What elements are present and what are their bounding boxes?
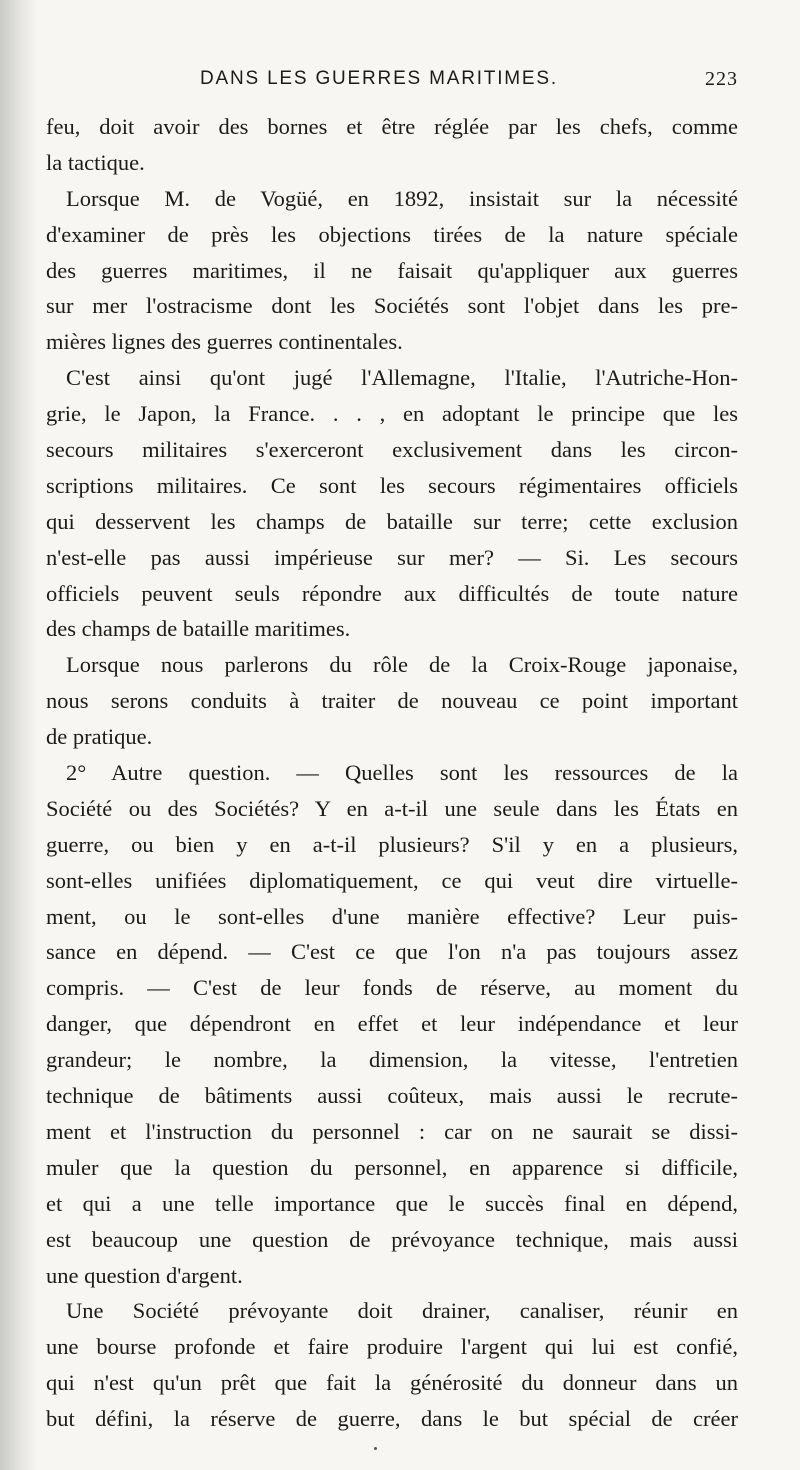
text-line: scriptions militaires. Ce sont les secours régimentaires officiels xyxy=(46,472,738,498)
text-line: sur mer l'ostracisme dont les Sociétés sont l'objet dans les pre- xyxy=(46,293,738,319)
body-text xyxy=(46,109,738,1437)
text-line: guerre, ou bien y en a-t-il plusieurs? S'il y en a plusieurs, xyxy=(46,831,738,857)
text-line: ment, ou le sont-elles d'une manière effective? Leur puis- xyxy=(46,903,738,929)
text-line: qui desservent les champs de bataille sur terre; cette exclusion xyxy=(46,508,738,534)
text-line: Société ou des Sociétés? Y en a-t-il une seule dans les États en xyxy=(46,795,738,821)
page-number: 223 xyxy=(705,68,738,90)
text-line: mières lignes des guerres continentales. xyxy=(46,329,403,355)
text-line: Lorsque nous parlerons du rôle de la Croix-Rouge japonaise, xyxy=(66,652,738,678)
text-line: une bourse profonde et faire produire l'argent qui lui est confié, xyxy=(46,1334,738,1360)
text-line: feu, doit avoir des bornes et être réglée par les chefs, comme xyxy=(46,114,738,139)
print-speck xyxy=(374,1447,377,1450)
text-line: est beaucoup une question de prévoyance technique, mais aussi xyxy=(46,1226,738,1252)
text-line: sance en dépend. — C'est ce que l'on n'a pas toujours assez xyxy=(46,939,738,965)
text-line: des champs de bataille maritimes. xyxy=(46,616,351,642)
running-head: DANS LES GUERRES MARITIMES. xyxy=(200,68,558,89)
text-line: et qui a une telle importance que le succès final en dépend, xyxy=(46,1190,738,1216)
text-line: technique de bâtiments aussi coûteux, mais aussi le recrute- xyxy=(46,1083,738,1109)
text-line: de pratique. xyxy=(46,724,153,750)
text-line: nous serons conduits à traiter de nouveau ce point important xyxy=(46,688,738,714)
text-line: muler que la question du personnel, en apparence si difficile, xyxy=(46,1154,738,1180)
text-line: d'examiner de près les objections tirées de la nature spéciale xyxy=(46,221,738,247)
text-line: 2° Autre question. — Quelles sont les ressources de la xyxy=(66,760,738,786)
text-line: une question d'argent. xyxy=(46,1262,243,1288)
text-line: C'est ainsi qu'ont jugé l'Allemagne, l'Italie, l'Autriche-Hon- xyxy=(66,365,738,391)
text-line: ment et l'instruction du personnel : car on ne saurait se dissi- xyxy=(46,1118,738,1144)
page-header xyxy=(40,68,740,100)
text-line: officiels peuvent seuls répondre aux difficultés de toute nature xyxy=(46,580,738,606)
text-line: compris. — C'est de leur fonds de réserve, au moment du xyxy=(46,975,738,1001)
text-line: n'est-elle pas aussi impérieuse sur mer? — Si. Les secours xyxy=(46,544,738,570)
text-line: but défini, la réserve de guerre, dans le but spécial de créer xyxy=(46,1406,738,1432)
text-line: grandeur; le nombre, la dimension, la vitesse, l'entretien xyxy=(46,1047,738,1073)
text-line: Lorsque M. de Vogüé, en 1892, insistait sur la nécessité xyxy=(66,185,738,211)
text-line: secours militaires s'exerceront exclusivement dans les circon- xyxy=(46,437,738,463)
text-line: qui n'est qu'un prêt que fait la générosité du donneur dans un xyxy=(46,1370,738,1396)
text-line: la tactique. xyxy=(46,149,145,175)
text-line: sont-elles unifiées diplomatiquement, ce qui veut dire virtuelle- xyxy=(46,867,738,893)
text-line: Une Société prévoyante doit drainer, canaliser, réunir en xyxy=(66,1298,738,1324)
binding-shadow xyxy=(0,0,38,1470)
text-line: danger, que dépendront en effet et leur indépendance et leur xyxy=(46,1011,738,1037)
text-line: des guerres maritimes, il ne faisait qu'appliquer aux guerres xyxy=(46,257,738,283)
text-line: grie, le Japon, la France. . . , en adoptant le principe que les xyxy=(46,401,738,427)
